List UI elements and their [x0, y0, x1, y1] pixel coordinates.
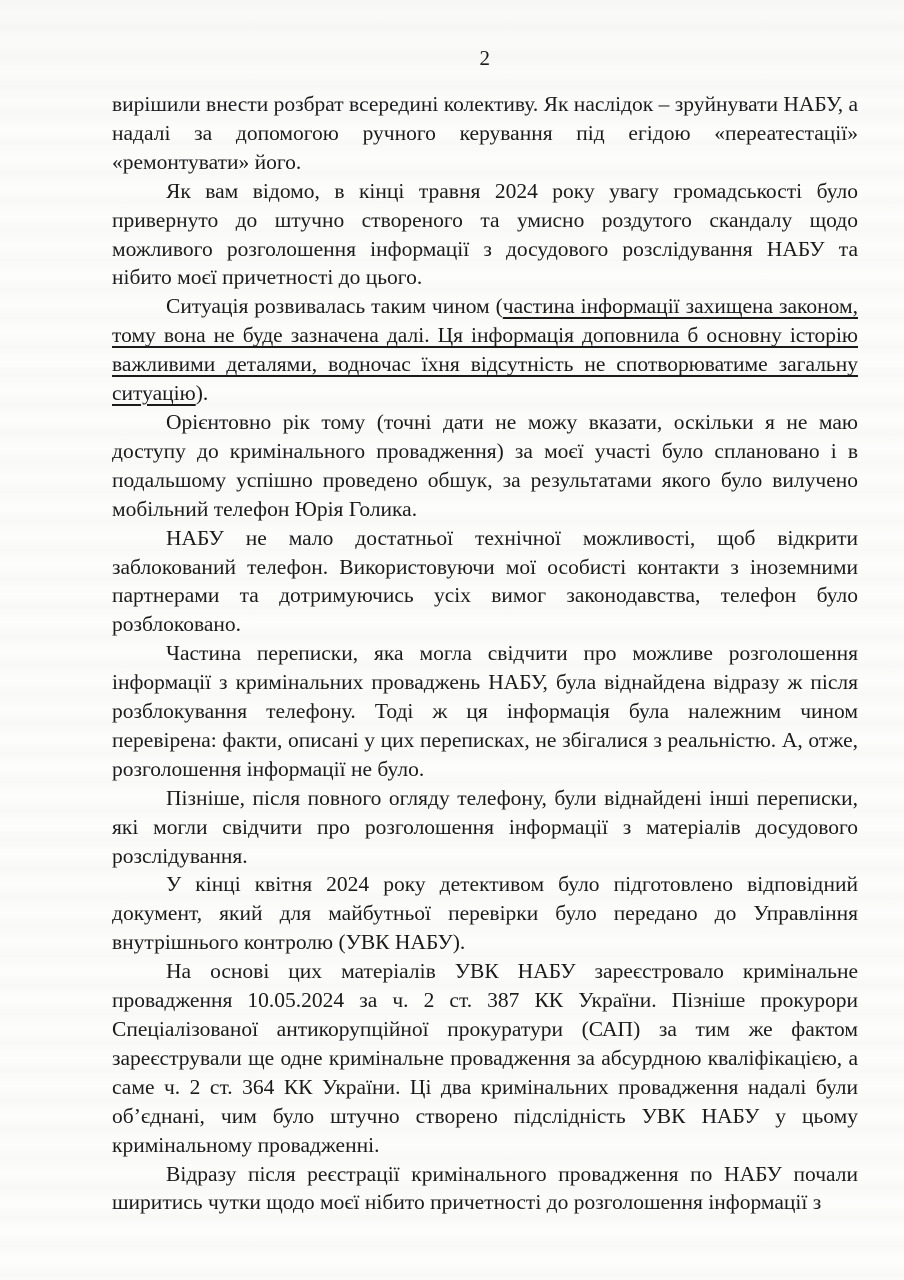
paragraph-text: ).	[195, 381, 209, 406]
paragraph: У кінці квітня 2024 року детективом було підготовлено відповідний документ, який для майбутньої перевірки було передано до Управління внутрішнього контролю (УВК НАБУ).	[112, 872, 858, 955]
paragraph: Орієнтовно рік тому (точні дати не можу вказати, оскільки я не маю доступу до кримінального провадження) за моєї участі було сплановано і в подальшому успішно проведено обшук, за результатами якого було вилучено мобільний телефон Юрія Голика.	[112, 409, 858, 521]
paragraph: НАБУ не мало достатньої технічної можливості, щоб відкрити заблокований телефон. Використовуючи мої особисті контакти з іноземними партнерами та дотримуючись усіх вимог законодавства, телефон було розблоковано.	[112, 525, 858, 637]
page-number: 2	[479, 46, 491, 70]
paragraph: Пізніше, після повного огляду телефону, були віднайдені інші переписки, які могли свідчити про розголошення інформації з матеріалів досудового розслідування.	[112, 785, 858, 868]
paragraph-text: Ситуація розвивалась таким чином (	[166, 294, 503, 319]
paragraph-last-truncated: Відразу після реєстрації кримінального провадження по НАБУ почали ширитись чутки щодо моєї нібито причетності до розголошення інформації з	[112, 1161, 858, 1215]
paragraph: На основі цих матеріалів УВК НАБУ зареєстровало кримінальне провадження 10.05.2024 за ч. 2 ст. 387 КК України. Пізніше прокурори Спеціалізованої антикорупційної прокуратури (САП) за тим же фактом зареєстрували ще одне кримінальне провадження за абсурдною кваліфікацією, а саме ч. 2 ст. 364 КК України. Ці два кримінальних провадження надалі були об’єднані, чим було штучно створено підслідність УВК НАБУ у цьому кримінальному провадженні.	[112, 959, 858, 1157]
paragraph: Частина переписки, яка могла свідчити про можливе розголошення інформації з кримінальних проваджень НАБУ, була віднайдена відразу ж після розблокування телефону. Тоді ж ця інформація була належним чином перевірена: факти, описані у цих переписках, не збігалися з реальністю. А, отже, розголошення інформації не було.	[112, 641, 858, 781]
paragraph-continuation: вирішили внести розбрат всередині колективу. Як наслідок – зруйнувати НАБУ, а надалі за допомогою ручного керування під егідою «переатестації» «ремонтувати» його.	[112, 92, 858, 174]
underlined-text: частина інформації захищена законом, тому вона не буде зазначена далі. Ця інформація доповнила б основну історію важливими деталями, водночас їхня відсутність не спотворюватиме загальну ситуацію	[112, 294, 858, 406]
paragraph: Як вам відомо, в кінці травня 2024 року увагу громадськості було привернуто до штучно створеного та умисно роздутого скандалу щодо можливого розголошення інформації з досудового розслідування НАБУ та нібито моєї причетності до цього.	[112, 178, 858, 290]
paragraph-with-underline	[112, 292, 858, 408]
document-body	[112, 90, 858, 1217]
